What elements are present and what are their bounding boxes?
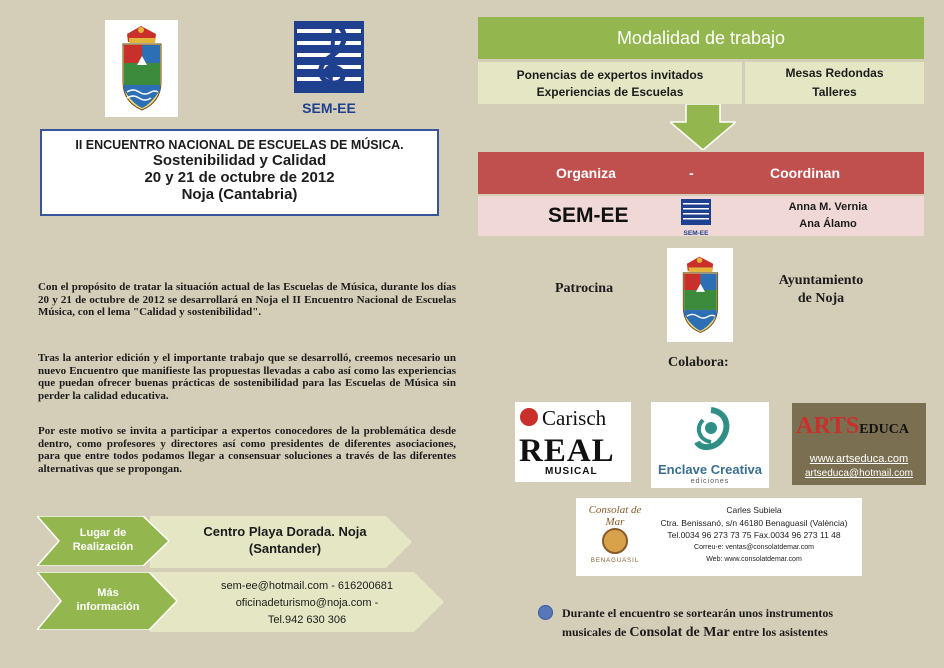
organiza-bar [478,152,924,194]
paragraph-1: Con el propósito de tratar la situación actual de las Escuelas de Música, durante los días 20 y 21 de octubre de 2012 se desarrollará en Noja el II Encuentro Nacional de Escuelas Música, con el lema "Calidad y sostenibilidad". [38,281,456,319]
footer-note-line2 [562,623,833,642]
contact-email-phone[interactable]: sem-ee@hotmail.com - 616200681 [221,580,393,592]
modalidad-title: Modalidad de trabajo [616,27,786,48]
consolat-web[interactable]: Web: www.consolatdemar.com [706,556,802,563]
shield-icon [105,20,178,117]
footer-note-brand: Consolat de Mar [629,625,730,640]
footer-bullet-icon [538,605,553,620]
enclave-swirl-icon [689,406,733,458]
coordinan-label: Coordinan [770,165,840,181]
ayuntamiento-line2: de Noja [797,291,845,306]
carisch-real-musical-logo [515,402,631,482]
coordinator-1: Anna M. Vernia [788,201,868,213]
info-label [66,586,150,614]
consolat-logo-bottom: BENAGUASIL [590,558,640,564]
ediciones-text: ediciones [690,478,730,485]
small-sem-ee-text: SEM-EE [683,230,709,237]
sem-ee-logo [294,21,364,115]
ayuntamiento-line1: Ayuntamiento [778,273,864,288]
modalidad-experiencias: Experiencias de Escuelas [536,85,684,99]
treble-clef-icon [681,199,711,225]
artseduca-web-link[interactable]: www.artseduca.com [809,453,909,465]
contact-info [190,578,424,629]
event-date: 20 y 21 de octubre de 2012 [144,169,335,186]
event-title-box [40,129,439,216]
carisch-text: Carisch [542,406,607,430]
lugar-value-line2: (Santander) [248,541,322,556]
modalidad-left-box [478,62,742,104]
sem-ee-logo-text: SEM-EE [302,100,356,116]
noja-coat-of-arms-small [667,248,733,342]
organiza-name: SEM-EE [548,204,629,227]
consolat-logo-text: Consolat de Mar [588,504,642,528]
small-sem-ee-logo [681,199,711,237]
lugar-value-line1: Centro Playa Dorada. Noja [203,524,367,539]
contact-tourism-email[interactable]: oficinadeturismo@noja.com - [235,597,379,609]
down-arrow-icon [670,104,736,150]
event-location: Noja (Cantabria) [181,186,298,203]
consolat-address: Ctra. Benissanó, s/n 46180 Benaguasil (València) [660,517,848,528]
coordinators [748,199,908,233]
enclave-text: Enclave Creativa [657,462,763,477]
footer-note [562,604,833,642]
lugar-label-line2: Realización [72,541,134,553]
event-title-line2: Sostenibilidad y Calidad [152,152,327,169]
carisch-circle-icon [520,408,538,426]
consolat-logo [582,502,648,572]
consolat-name: Carles Subiela [726,505,782,515]
artseduca-mail-link[interactable]: artseduca@hotmail.com [805,468,913,479]
treble-clef-icon [294,21,364,93]
consolat-email[interactable]: Correu-e: ventas@consolatdemar.com [694,543,814,551]
modalidad-header [478,17,924,59]
artseduca-brand [796,413,909,440]
patrocina-label: Patrocina [555,281,614,296]
footer-note-2a: musicales de [562,625,630,639]
musical-text: MUSICAL [545,466,598,477]
arts-text: ARTS [796,413,860,439]
modalidad-mesas: Mesas Redondas [785,66,884,80]
colabora-label: Colabora: [668,355,729,370]
noja-coat-of-arms-logo [105,20,178,117]
info-label-line2: información [76,601,140,613]
modalidad-ponencias: Ponencias de expertos invitados [516,68,704,82]
lugar-value [185,523,385,557]
organiza-content-bar [478,196,924,236]
organiza-label: Organiza [556,165,616,181]
modalidad-talleres: Talleres [812,85,857,99]
artseduca-logo [792,403,926,485]
consolat-card [576,498,862,576]
info-label-line1: Más [97,587,119,599]
paragraph-3: Por este motivo se invita a participar a expertos conocedores de la problemática desde dentro, como profesores y directores así como presidentes de diferentes asociaciones, para que entre todos podamos llegar a consensuar soluciones a través de las diferentes alternativas que se propongan. [38,425,456,475]
footer-note-line1: Durante el encuentro se sortearán unos instrumentos [562,606,834,620]
paragraph-2: Tras la anterior edición y el importante trabajo que se desarrolló, creemos necesario un nuevo Encuentro que manifieste las propuestas llevadas a cabo así como las experiencias que puedan ofrecer buenas prácticas de sostenibilidad para las Escuelas de Música sin perder la calidad educativa. [38,352,456,402]
educa-text: EDUCA [859,422,909,437]
contact-tourism-phone: Tel.942 630 306 [267,614,347,626]
consolat-phone: Tel.0034 96 273 73 75 Fax.0034 96 273 11 48 [667,530,841,540]
organiza-dash: - [689,165,694,181]
enclave-creativa-logo [651,402,769,488]
event-title-line1: II ENCUENTRO NACIONAL DE ESCUELAS DE MÚSICA. [75,138,404,152]
ayuntamiento-name [766,272,876,308]
lugar-label-line1: Lugar de [79,527,127,539]
consolat-emblem-icon [602,528,628,554]
consolat-details [650,504,858,567]
lugar-label [62,526,144,554]
shield-icon [667,248,733,342]
modalidad-right-box [745,62,924,104]
footer-note-2c: entre los asistentes [729,625,828,639]
coordinator-2: Ana Álamo [799,218,857,230]
real-text: REAL [519,433,615,469]
